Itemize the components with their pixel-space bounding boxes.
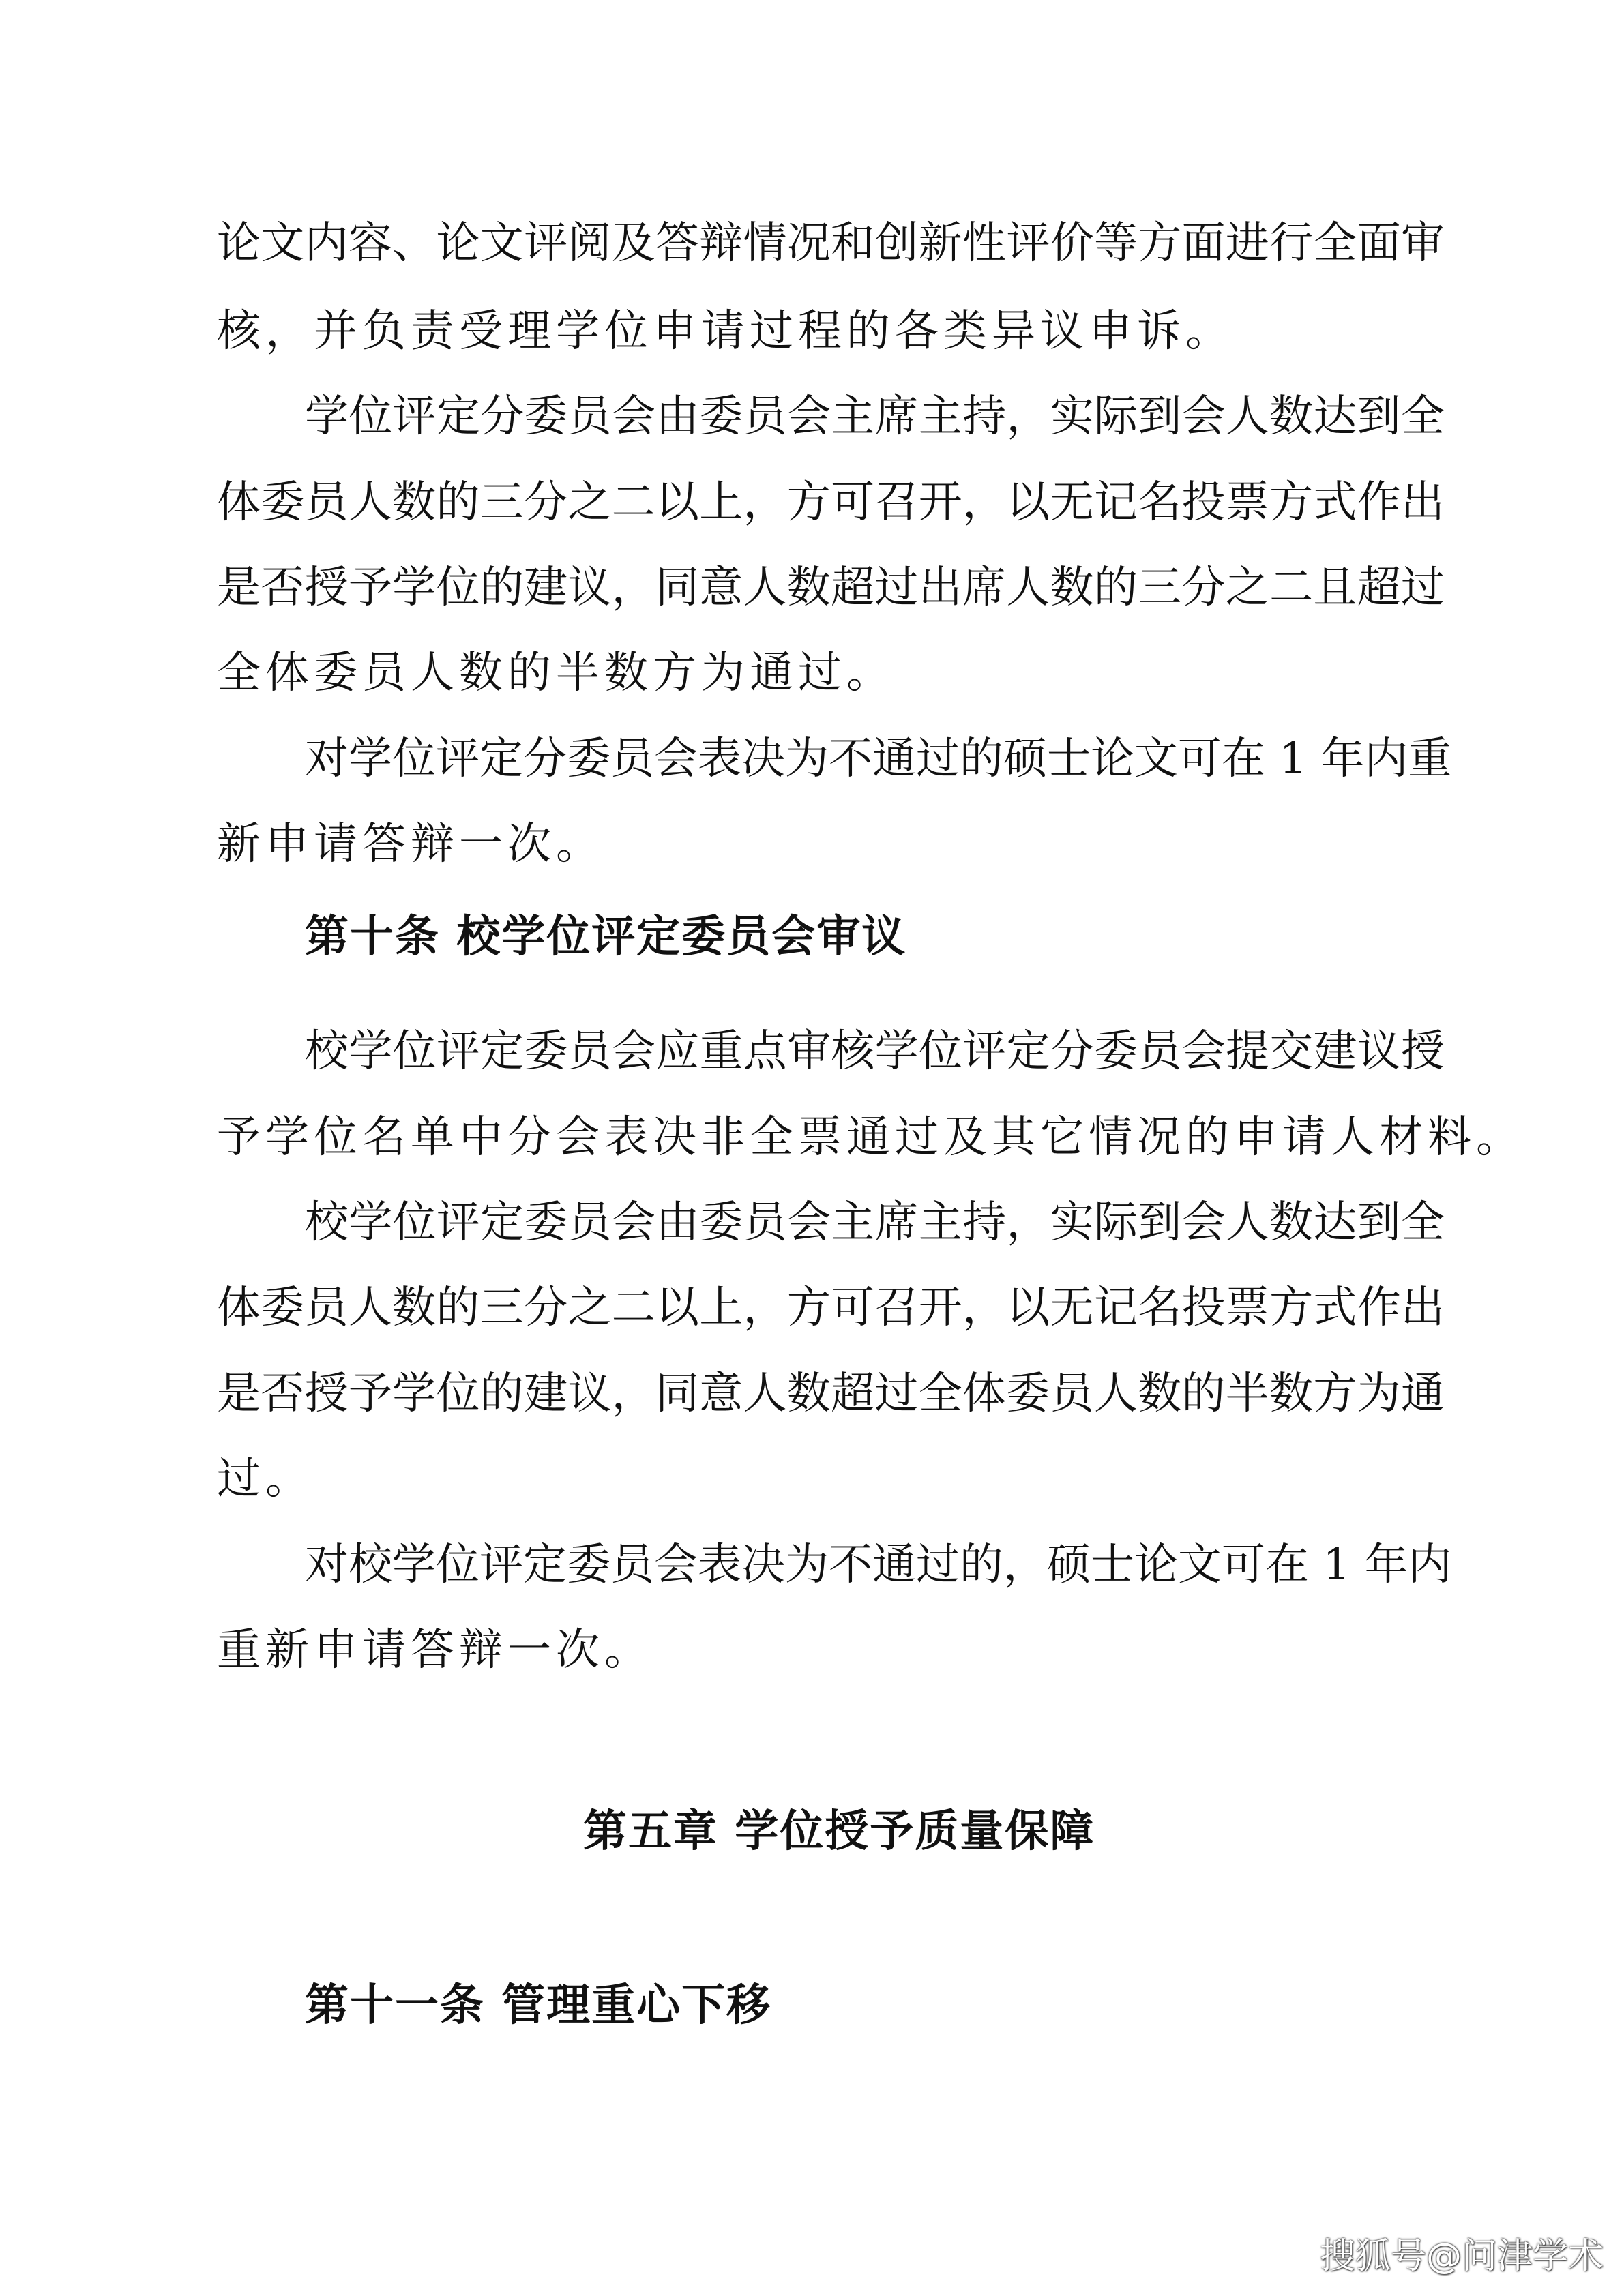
paragraph-2-line-3: 是否授予学位的建议，同意人数超过出席人数的三分之二且超过 [217, 563, 1445, 613]
paragraph-1-line-1: 论文内容、论文评阅及答辩情况和创新性评价等方面进行全面审 [217, 218, 1445, 269]
paragraph-3-line-2: 新申请答辩一次。 [217, 819, 604, 869]
paragraph-5-line-4: 过。 [217, 1454, 314, 1504]
paragraph-2-line-4: 全体委员人数的半数方为通过。 [217, 648, 895, 698]
paragraph-5-line-1: 校学位评定委员会由委员会主席主持，实际到会人数达到全 [305, 1197, 1445, 1248]
article-11-heading: 第十一条 管理重心下移 [305, 1980, 772, 2031]
paragraph-2-line-2: 体委员人数的三分之二以上，方可召开，以无记名投票方式作出 [217, 477, 1445, 528]
paragraph-4-line-2: 予学位名单中分会表决非全票通过及其它情况的申请人材料。 [217, 1112, 1524, 1163]
paragraph-6-line-2: 重新申请答辩一次。 [217, 1625, 653, 1675]
paragraph-5-line-2: 体委员人数的三分之二以上，方可召开，以无记名投票方式作出 [217, 1283, 1445, 1333]
paragraph-5-line-3: 是否授予学位的建议，同意人数超过全体委员人数的半数方为通 [217, 1369, 1445, 1419]
paragraph-1-line-2: 核，并负责受理学位申请过程的各类异议申诉。 [217, 306, 1234, 357]
chapter-5-heading: 第五章 学位授予质量保障 [583, 1806, 1095, 1857]
article-10-heading: 第十条 校学位评定委员会审议 [305, 912, 907, 962]
sohu-watermark: 搜狐号@问津学术 [1319, 2236, 1604, 2277]
paragraph-3-line-1: 对学位评定分委员会表决为不通过的硕士论文可在 1 年内重 [305, 734, 1452, 784]
paragraph-2-line-1: 学位评定分委员会由委员会主席主持，实际到会人数达到全 [305, 391, 1445, 442]
paragraph-4-line-1: 校学位评定委员会应重点审核学位评定分委员会提交建议授 [305, 1026, 1445, 1077]
paragraph-6-line-1: 对校学位评定委员会表决为不通过的，硕士论文可在 1 年内 [305, 1540, 1452, 1590]
